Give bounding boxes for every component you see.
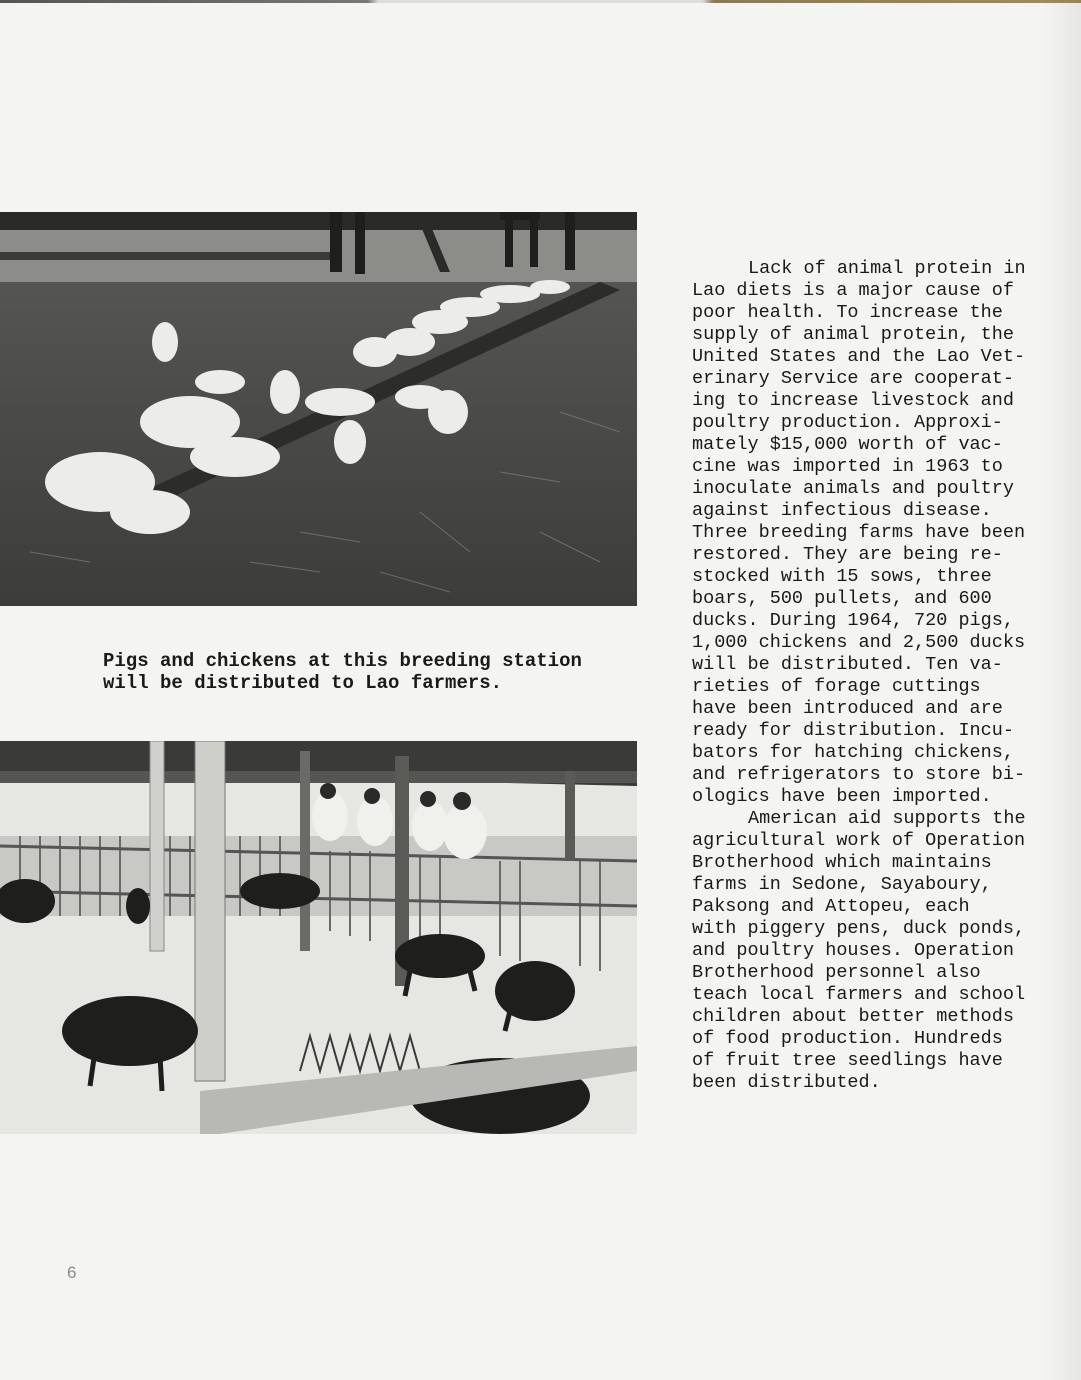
page-binding-shadow [1041, 0, 1081, 1380]
body-paragraph: Lack of animal protein in Lao diets is a major cause of poor health. To increase the supply of animal protein, the United States and the Lao Vet- erinary Service are cooperat- ing to increase livestock and poultry production. Approxi- mately $15,000 worth of vac- cine was imported in 1963 to inoculate animals and poultry against infectious disease. Three breeding farms have been restored. They are being re- stocked with 15 sows, three boars, 500 pullets, and 600 ducks. During 1964, 720 pigs, 1,000 chickens and 2,500 ducks will be distributed. Ten va- rieties of forage cuttings have been introduced and are ready for distribution. Incu- bators for hatching chickens, and refrigerators to store bi- ologics have been imported. [692, 258, 1026, 807]
chickens-photo [0, 212, 637, 606]
page-top-edge [0, 0, 1081, 3]
page-number: 6 [67, 1263, 77, 1282]
photo-caption: Pigs and chickens at this breeding station will be distributed to Lao farmers. [103, 650, 582, 694]
body-paragraph: American aid supports the agricultural work of Operation Brotherhood which maintains farms in Sedone, Sayaboury, Paksong and Attopeu, each with piggery pens, duck ponds, and poultry houses. Operation Brotherhood personnel also teach local farmers and school children about better methods of food production. Hundreds of fruit tree seedlings have been distributed. [692, 808, 1026, 1093]
article-body [692, 258, 1037, 1094]
pigs-photo [0, 741, 637, 1134]
